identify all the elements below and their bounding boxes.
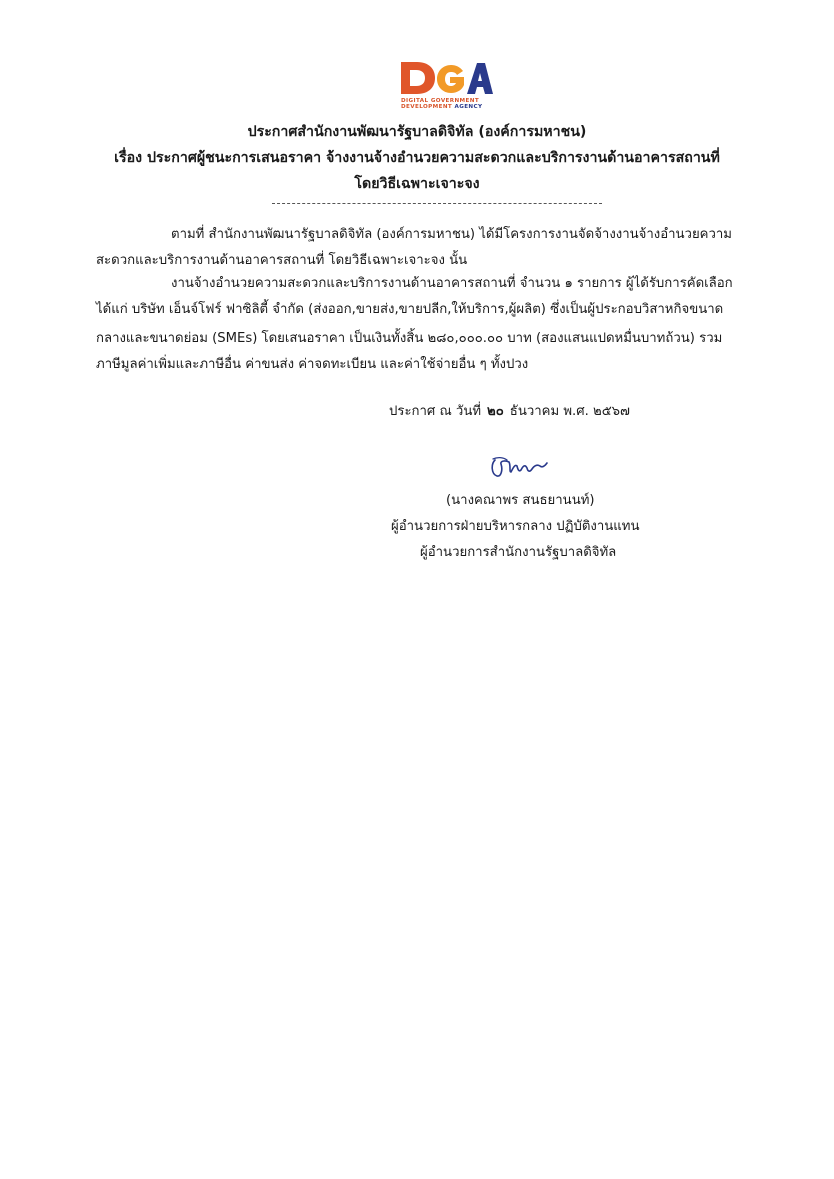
signatory-name: (นางคณาพร สนธยานนท์) <box>446 493 595 508</box>
body-line-4: ได้แก่ บริษัท เอ็นจ์โฟร์ ฟาซิลิตี้ จำกัด (ส่งออก,ขายส่ง,ขายปลีก,ให้บริการ,ผู้ผลิต) ซึ่งเป็นผู้ประกอบวิสาหกิจขนาด <box>96 302 724 317</box>
date-prefix: ประกาศ ณ วันที่ <box>389 404 482 419</box>
dga-logo-text <box>401 98 493 111</box>
announcement-date <box>389 402 630 422</box>
logo-text-line2: DEVELOPMENT AGENCY <box>401 104 483 111</box>
dga-logo <box>397 58 493 120</box>
signatory-position-1: ผู้อำนวยการฝ่ายบริหารกลาง ปฏิบัติงานแทน <box>391 519 640 534</box>
signatory-position-2: ผู้อำนวยการสำนักงานรัฐบาลดิจิทัล <box>420 545 617 560</box>
logo-text-line1: DIGITAL GOVERNMENT <box>401 98 480 104</box>
date-day: ๒๐ <box>487 404 504 419</box>
dashed-divider <box>272 203 602 204</box>
body-line-2: สะดวกและบริการงานด้านอาคารสถานที่ โดยวิธีเฉพาะเจาะจง นั้น <box>96 253 468 268</box>
announcement-subject: เรื่อง ประกาศผู้ชนะการเสนอราคา จ้างงานจ้างอำนวยความสะดวกและบริการงานด้านอาคารสถานที่ <box>114 150 720 166</box>
body-line-6: ภาษีมูลค่าเพิ่มและภาษีอื่น ค่าขนส่ง ค่าจดทะเบียน และค่าใช้จ่ายอื่น ๆ ทั้งปวง <box>96 357 529 372</box>
announcement-title: ประกาศสำนักงานพัฒนารัฐบาลดิจิทัล (องค์การมหาชน) <box>247 124 587 140</box>
dga-logo-mark <box>397 58 493 98</box>
announcement-method: โดยวิธีเฉพาะเจาะจง <box>354 176 480 192</box>
body-line-5: กลางและขนาดย่อม (SMEs) โดยเสนอราคา เป็นเงินทั้งสิ้น ๒๘๐,๐๐๐.๐๐ บาท (สองแสนแปดหมื่นบาทถ้วน) รวม <box>96 331 723 346</box>
body-line-3: งานจ้างอำนวยความสะดวกและบริการงานด้านอาคารสถานที่ จำนวน ๑ รายการ ผู้ได้รับการคัดเลือก <box>171 276 733 291</box>
date-month-year: ธันวาคม พ.ศ. ๒๕๖๗ <box>509 404 630 419</box>
handwritten-signature <box>487 452 551 482</box>
body-line-1: ตามที่ สำนักงานพัฒนารัฐบาลดิจิทัล (องค์การมหาชน) ได้มีโครงการงานจัดจ้างงานจ้างอำนวยความ <box>171 227 732 242</box>
